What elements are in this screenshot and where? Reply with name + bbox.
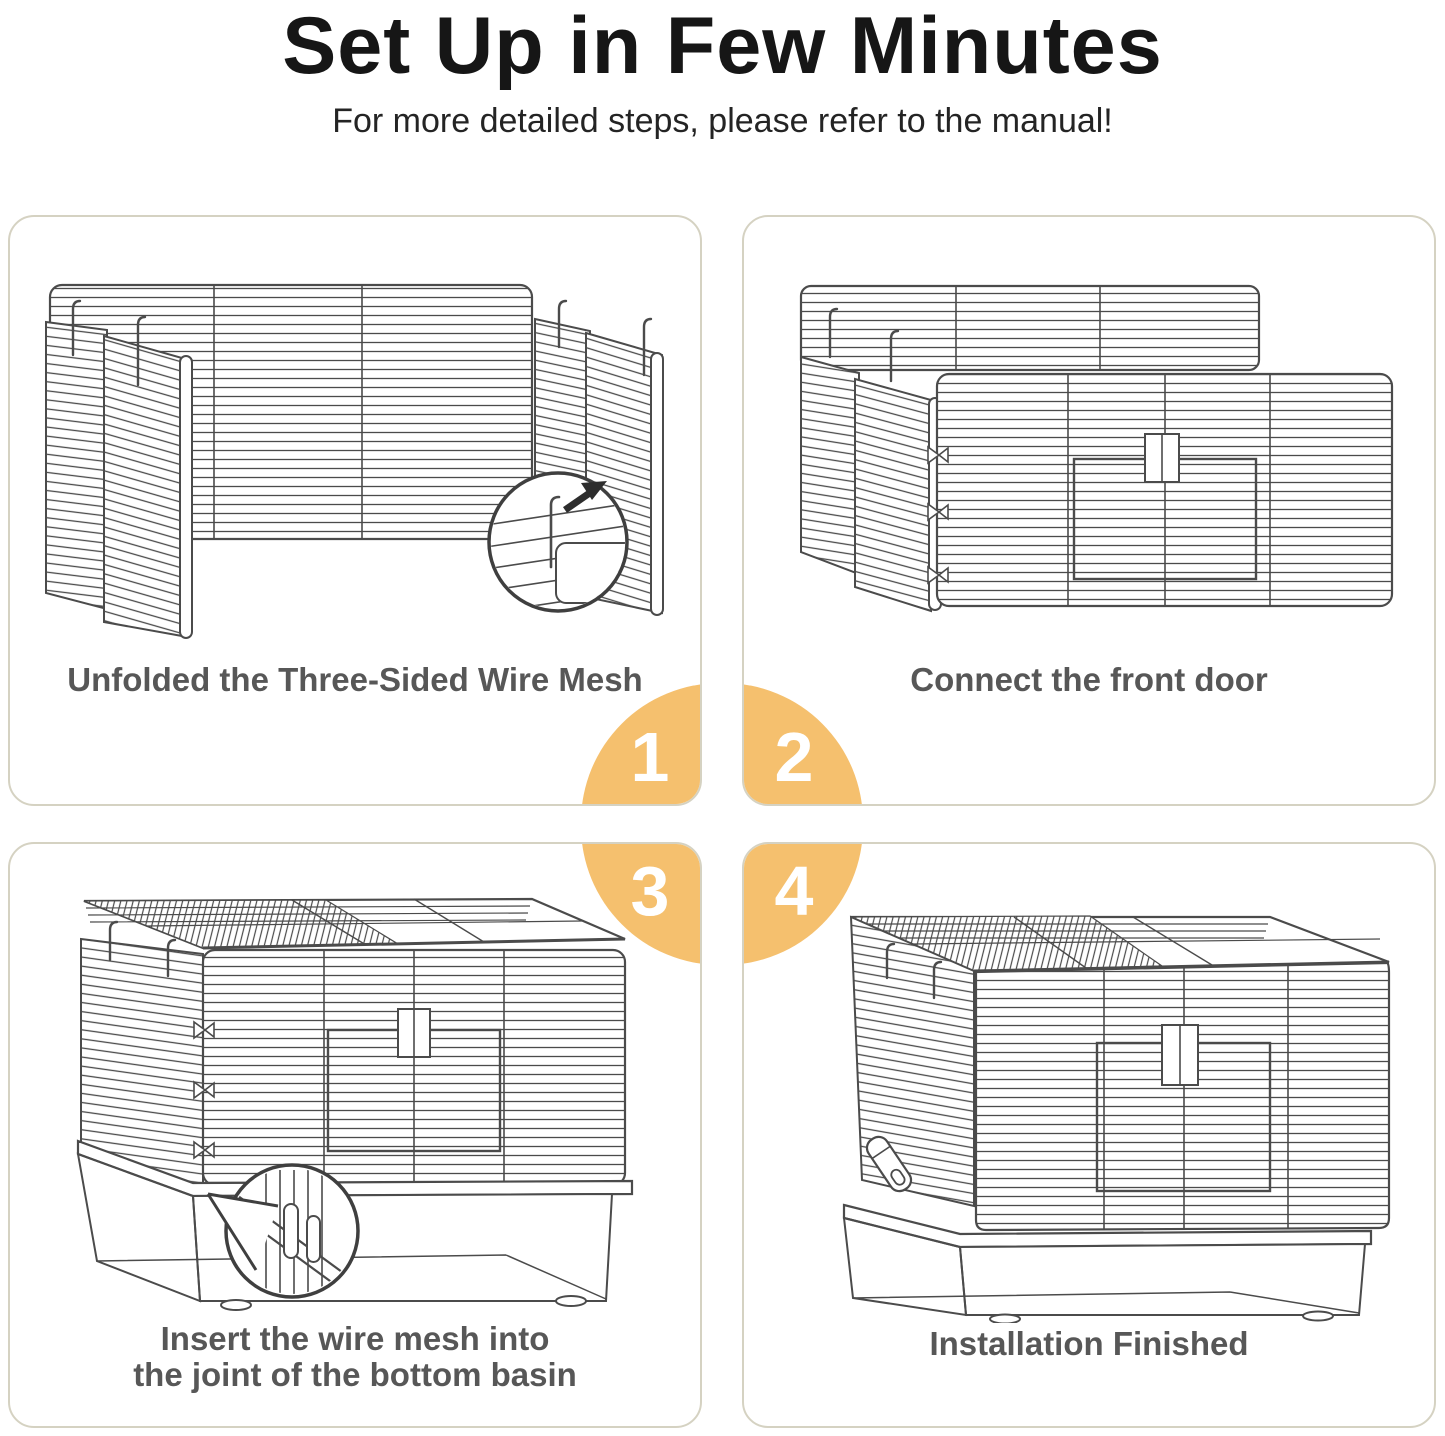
step-panel-1	[8, 215, 702, 806]
step-caption	[744, 1325, 1434, 1363]
step-panel-3	[8, 842, 702, 1428]
step-number: 3	[630, 852, 670, 930]
step-caption	[10, 661, 700, 699]
step-panel-4	[742, 842, 1436, 1428]
step-number: 2	[774, 718, 814, 796]
step-caption	[10, 1321, 700, 1393]
front-door-connect-diagram	[762, 253, 1422, 723]
step-panel-2	[742, 215, 1436, 806]
step-caption	[744, 661, 1434, 699]
caption-line: Connect the front door	[910, 661, 1268, 698]
caption-line: Insert the wire mesh into	[160, 1320, 550, 1357]
caption-line: Installation Finished	[929, 1325, 1249, 1362]
page-title: Set Up in Few Minutes	[282, 1, 1163, 91]
step-number: 4	[774, 852, 814, 930]
caption-line: Unfolded the Three-Sided Wire Mesh	[67, 661, 643, 698]
page-subtitle: For more detailed steps, please refer to the manual!	[332, 102, 1113, 140]
finished-cage-diagram	[760, 868, 1420, 1323]
wire-mesh-unfolded-diagram	[28, 257, 688, 687]
caption-line: the joint of the bottom basin	[133, 1356, 577, 1393]
mesh-into-basin-diagram	[26, 872, 686, 1312]
step-number: 1	[630, 718, 670, 796]
